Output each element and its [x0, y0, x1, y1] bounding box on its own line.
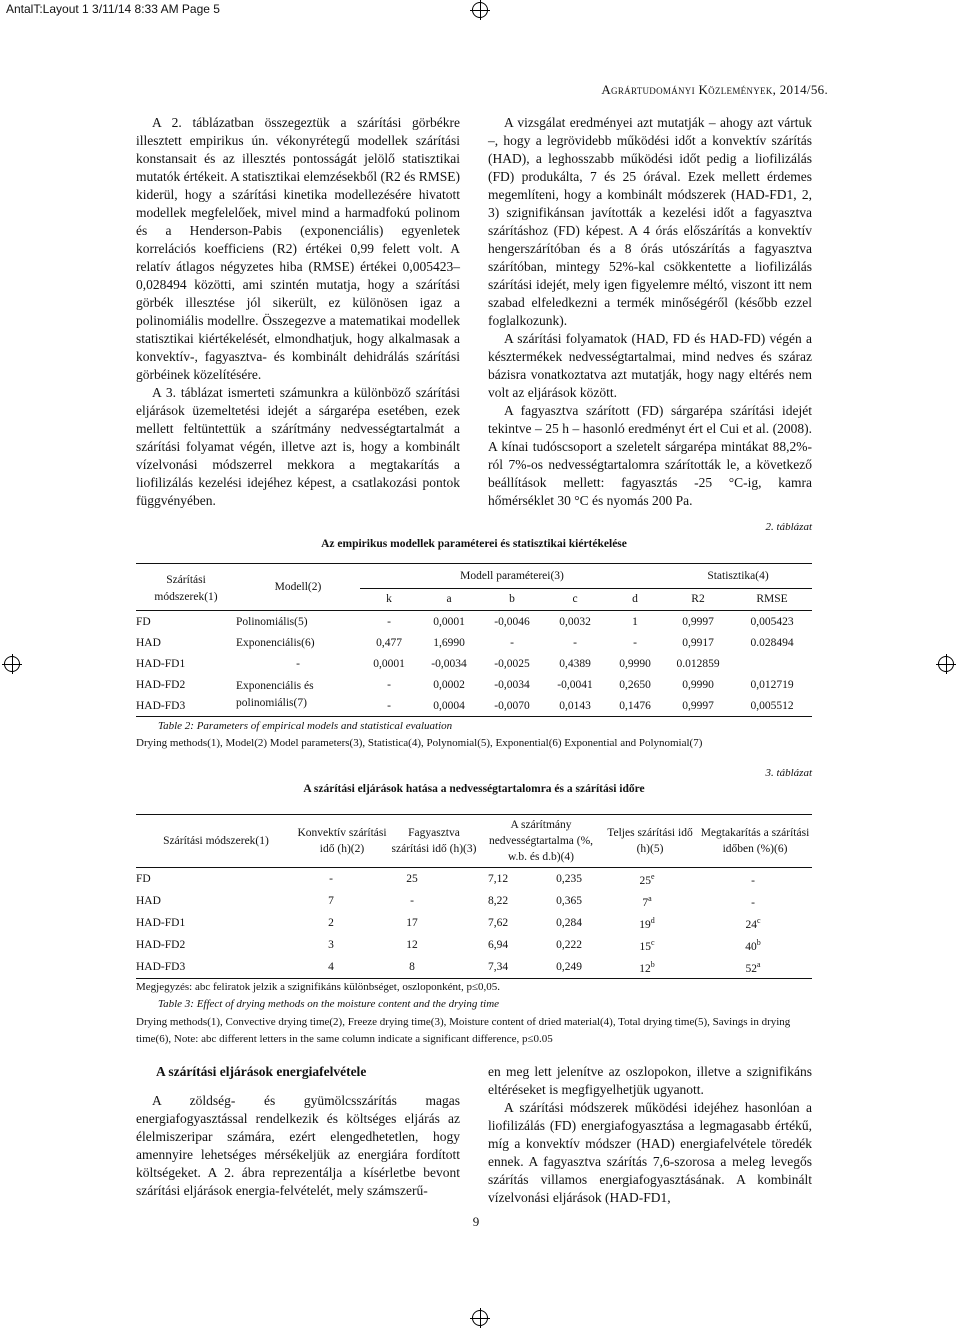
journal-header: Agrártudományi Közlemények, 2014/56. — [601, 82, 828, 97]
significance-letter: c — [650, 937, 655, 947]
table-row — [136, 956, 812, 978]
table-cell — [136, 890, 296, 912]
table-cell: - — [387, 699, 391, 712]
table-title: Az empirikus modellek paraméterei és statisztikai kiértékelése — [321, 538, 627, 550]
table-cell: -0,0025 — [494, 657, 530, 670]
table-cell: Exponenciális és polinomiális(7) — [236, 680, 314, 709]
sub-header: d — [632, 593, 638, 606]
table-cell — [136, 868, 296, 890]
table-cell — [366, 912, 458, 934]
col-header: Szárítási módszerek(1) — [154, 574, 218, 603]
table-cell: 0,0004 — [433, 699, 465, 712]
col-header: Fagyasztva szárítási idő (h)(3) — [391, 827, 477, 855]
cell-value: 7,62 — [487, 917, 509, 929]
table-cell: -0,0041 — [557, 678, 593, 691]
crop-mark-icon — [472, 2, 488, 18]
table-row — [136, 934, 812, 956]
table-label: 3. táblázat — [765, 767, 812, 779]
cell-value: HAD — [136, 895, 161, 907]
sub-header: R2 — [691, 593, 705, 606]
table-cell: 0,9997 — [682, 699, 714, 712]
table-row — [136, 653, 812, 674]
sub-header: c — [572, 593, 578, 606]
table-cell — [694, 890, 812, 912]
table-cell: 0,0001 — [433, 615, 465, 628]
table-2 — [136, 563, 812, 717]
table-cell — [366, 890, 458, 912]
table-cell — [296, 890, 366, 912]
table-caption-en: Table 2: Parameters of empirical models and statistical evaluation — [158, 720, 453, 732]
cell-value: 15 — [639, 940, 651, 953]
table-cell — [538, 912, 600, 934]
table-note-hu: Megjegyzés: abc feliratok jelzik a szignifikáns különbséget, oszloponként, p≤0,05. — [136, 981, 501, 993]
cell-value: - — [329, 873, 333, 885]
section-heading: A szárítási eljárások energiafelvétele — [156, 1064, 367, 1079]
significance-letter: b — [756, 937, 761, 947]
table-cell: 0,4389 — [559, 657, 591, 670]
sub-header: RMSE — [756, 593, 788, 606]
table-cell — [296, 912, 366, 934]
right-column-2 — [488, 1063, 812, 1207]
table-cell: - — [510, 636, 514, 649]
table-cell: -0,0034 — [494, 678, 530, 691]
table-3-body — [136, 868, 812, 978]
table-cell — [600, 934, 694, 956]
cell-value: 8,22 — [487, 895, 509, 907]
table-cell: 0,1476 — [619, 699, 651, 712]
col-header: Szárítási módszerek(1) — [163, 835, 269, 847]
table-cell: 0.012859 — [676, 657, 720, 670]
table-cell: -0,0070 — [494, 699, 530, 712]
table-cell: - — [387, 615, 391, 628]
cell-value: - — [751, 874, 755, 887]
cell-value: 12 — [639, 962, 651, 975]
paragraph: A 2. táblázatban összegeztük a szárítási görbékre illesztett empirikus ún. vékonyrétegű modellek szárítási konstansait és az illesztés pontosságát jelölő statisztikai mutatók értékeit. A statisztikai elemzésekből (R2 és RMSE) kiderül, hogy a szárítási kinetika modellezésére hivatott modellek megfelelőek, mivel mind a harmadfokú polinom és a Henderson-Pabis (exponenciális) egyenletek korrelációs koefficiens (R2) értékei 0,99 felett volt. A relatív átlagos négyzetes hiba (RMSE) értékei 0,005423–0,028494 közötti, ami szintén mutatja, hogy a szárítási görbék illesztése jól sikerült, ez különösen igaz a polinomiális modellre. Összegezve a matematikai modellek statisztikai kiértékelését, elmondhatjuk, hogy alkalmasak a konvektív-, fagyasztva- és kombinált dehidrálás szárítási görbéinek közelítésére. — [136, 115, 460, 382]
table-cell — [296, 934, 366, 956]
col-header: Modell(2) — [274, 581, 322, 593]
col-header: A szárítmány nedvességtartalma (%, w.b. és d.b)(4) — [488, 819, 594, 863]
table-cell: FD — [136, 615, 151, 628]
cell-value: - — [751, 896, 755, 909]
table-cell: -0,0034 — [431, 657, 467, 670]
table-cell — [366, 934, 458, 956]
cell-value: 25 — [639, 874, 651, 887]
paragraph: A fagyasztva szárított (FD) sárgarépa szárítási idejét tekintve – 25 h – hasonló eredményt ért el Cui et al. (2008). A kínai tudóscsoport a szeletelt sárgarépa mintákat 88,2%-ról 7%-os nedvességtartalomra szárították le, a következő beállítások mellett: fagyasztás -25 °C-ig, kamra hőmérséklet 30 °C és nyomás 200 Pa. — [488, 403, 812, 508]
table-cell: - — [387, 678, 391, 691]
cell-value: 4 — [328, 961, 334, 973]
cell-value: 7,12 — [487, 873, 509, 885]
paragraph: A szárítási módszerek működési idejéhez hasonlóan a liofilizálás (FD) energiafogyasztása a legmagasabb értékű, míg a konvektív módszer (HAD) energiafelvétele töredék ennek. A fagyasztva szárítás 7,6-szorosa a meleg levegős szárítás villamos energiafogyasztásának. A kombinált vízelvonási eljárások (HAD-FD1, — [488, 1100, 812, 1205]
col-header: Teljes szárítási idő (h)(5) — [607, 827, 693, 855]
cell-value: 17 — [406, 917, 418, 929]
table-cell: 0,0143 — [559, 699, 591, 712]
cell-value: 6,94 — [487, 939, 509, 951]
significance-letter: a — [648, 893, 652, 903]
table-cell — [296, 956, 366, 978]
table-cell — [600, 956, 694, 978]
table-cell — [136, 912, 296, 934]
page-number: 9 — [472, 1214, 480, 1229]
table-cell — [366, 868, 458, 890]
cell-value: 25 — [406, 873, 418, 885]
table-cell: -0,0046 — [494, 615, 530, 628]
table-cell — [458, 934, 538, 956]
cell-value: FD — [136, 873, 151, 885]
table-cell: 0,0032 — [559, 615, 591, 628]
paragraph: A szárítási folyamatok (HAD, FD és HAD-FD) végén a késztermékek nedvességtartalmai, mind nedves és száraz bázisra vonatkoztatva azt mutatják, hogy nagy eltérés nem volt az eljárások között. — [488, 331, 812, 400]
table-cell: - — [573, 636, 577, 649]
table-cell: 0,9997 — [682, 615, 714, 628]
sub-header: k — [386, 593, 392, 606]
table-cell — [458, 890, 538, 912]
table-cell — [538, 868, 600, 890]
table-row — [136, 611, 812, 632]
cell-value: 0,235 — [556, 873, 582, 885]
cell-value: 12 — [406, 939, 418, 951]
cell-value: 0,365 — [556, 895, 582, 907]
sub-header: b — [509, 593, 515, 606]
cell-value: 40 — [745, 940, 757, 953]
col-header: Megtakarítás a szárítási időben (%)(6) — [700, 827, 810, 855]
cell-value: HAD-FD1 — [136, 917, 186, 929]
table-legend-en: Drying methods(1), Convective drying time(2), Freeze drying time(3), Moisture content of dried material(4), Total drying time(5), Savings in drying time(6), Note: abc different letters in the same column indicate a significant difference, p≤0.05 — [136, 1016, 791, 1045]
cell-value: 24 — [745, 918, 757, 931]
table-legend-en: Drying methods(1), Model(2) Model parameters(3), Statistica(4), Polynomial(5), Exponential(6) Exponential and Polynomial(7) — [136, 737, 703, 749]
crop-mark-icon — [4, 656, 20, 672]
table-label: 2. táblázat — [765, 521, 812, 533]
left-column-2 — [136, 1092, 460, 1200]
table-cell: 0,9990 — [682, 678, 714, 691]
table-cell — [600, 912, 694, 934]
table-3 — [136, 814, 812, 979]
table-cell — [538, 890, 600, 912]
cell-value: 3 — [328, 939, 334, 951]
table-cell: Exponenciális(6) — [236, 636, 315, 649]
cell-value: 0,249 — [556, 961, 582, 973]
table-cell: 0,0001 — [373, 657, 405, 670]
significance-letter: b — [650, 959, 655, 969]
cell-value: HAD-FD3 — [136, 961, 186, 973]
table-cell — [538, 956, 600, 978]
table-cell — [600, 868, 694, 890]
crop-mark-icon — [938, 656, 954, 672]
table-cell: 0.028494 — [750, 636, 794, 649]
cell-value: 19 — [639, 918, 651, 931]
table-cell — [136, 956, 296, 978]
table-cell: HAD-FD1 — [136, 657, 186, 670]
table-cell: Polinomiális(5) — [236, 615, 308, 628]
cell-value: - — [410, 895, 414, 907]
cell-value: HAD-FD2 — [136, 939, 186, 951]
col-header: Modell paraméterei(3) — [360, 564, 664, 588]
table-cell — [458, 912, 538, 934]
table-row — [136, 674, 812, 695]
table-cell: - — [296, 657, 300, 670]
cell-value: 7 — [642, 896, 649, 909]
cell-value: 0,222 — [556, 939, 582, 951]
cell-value: 8 — [409, 961, 415, 973]
table-cell — [458, 956, 538, 978]
left-column — [136, 114, 460, 510]
table-cell — [694, 868, 812, 890]
table-cell: 0,005512 — [750, 699, 794, 712]
significance-letter: a — [756, 959, 761, 969]
table-cell — [366, 956, 458, 978]
table-caption-en: Table 3: Effect of drying methods on the moisture content and the drying time — [158, 998, 500, 1010]
significance-letter: e — [650, 871, 655, 881]
table-cell — [694, 934, 812, 956]
paragraph: A vizsgálat eredményei azt mutatják – ahogy azt vártuk –, hogy a legrövidebb működési időt a konvektív szárítás (HAD), a leghosszabb működési időt pedig a liofilizálás (FD) produkálta, 7 és 25 órával. Ezek mellett érdemes megemlíteni, hogy a kombinált módszerek (HAD-FD1, 2, 3) szignifikánsan javították a kezelési időt a fagyasztva szárításhoz (FD) képest. A 4 órás előszárítás a konvektív hengerszárítóban és a 8 órás utószárítás a fagyasztva szárítóban, mintegy 52%-kal csökkentette a liofilizálás szárítási idejét, mely igen figyelemre méltó, viszont itt nem szabad elfeledkezni a termék minőségéről (később ezzel foglalkozunk). — [488, 115, 812, 328]
table-cell: 0,477 — [376, 636, 402, 649]
table-cell: 1,6990 — [433, 636, 465, 649]
cell-value: 0,284 — [556, 917, 582, 929]
table-row — [136, 868, 812, 890]
print-slug: AntalT:Layout 1 3/11/14 8:33 AM Page 5 — [6, 2, 220, 16]
significance-letter: d — [650, 915, 655, 925]
table-cell — [136, 934, 296, 956]
table-cell: HAD-FD2 — [136, 678, 186, 691]
paragraph: A 3. táblázat ismerteti számunkra a különböző szárítási eljárások üzemeltetési idejét a sárgarépa esetében, ezek mellett feltüntettük a szárítmány nedvességtartalmát a szárítási folyamat végén, illetve azt is, hogy a kombinált vízelvonási módszerrel mekkora a megtakarítás a liofilizálás kezelési idejéhez képest, a csatlakozási pontok függvényében. — [136, 385, 460, 508]
cell-value: 7 — [328, 895, 334, 907]
table-cell: - — [633, 636, 637, 649]
paragraph: A zöldség- és gyümölcsszárítás magas energiafogyasztással rendelkezik és költséges eljárás az élelmiszeripar számára, ezért elengedhetetlen, hogy amennyire lehetséges mérsékeljük az energiára fordított költségeket. A 2. ábra reprezentálja a kísérletbe bevont szárítási eljárások energia-felvételét, mely számszerű- — [136, 1093, 460, 1198]
table-cell — [538, 934, 600, 956]
table-title: A szárítási eljárások hatása a nedvességtartalomra és a szárítási időre — [303, 783, 645, 795]
table-cell — [694, 912, 812, 934]
sub-header: a — [446, 593, 452, 606]
table-cell: 0,9917 — [682, 636, 714, 649]
table-cell — [600, 890, 694, 912]
table-cell: 0,2650 — [619, 678, 651, 691]
col-header: Statisztika(4) — [664, 564, 812, 588]
right-column — [488, 114, 812, 510]
cell-value: 7,34 — [487, 961, 509, 973]
crop-mark-icon — [472, 1310, 488, 1326]
table-cell: 0,012719 — [750, 678, 794, 691]
table-cell: 0,005423 — [750, 615, 794, 628]
table-row — [136, 890, 812, 912]
table-cell: 1 — [632, 615, 638, 628]
table-cell — [296, 868, 366, 890]
cell-value: 52 — [745, 962, 757, 975]
table-cell: 0,0002 — [433, 678, 465, 691]
table-2-body — [136, 611, 812, 716]
table-cell: 0,9990 — [619, 657, 651, 670]
table-row — [136, 912, 812, 934]
table-cell — [694, 956, 812, 978]
table-cell — [458, 868, 538, 890]
table-cell: HAD — [136, 636, 161, 649]
paragraph: en meg lett jelenítve az oszlopokon, illetve a szignifikáns eltéréseket is megfigyelhetjük ugyanott. — [488, 1064, 812, 1097]
table-cell: HAD-FD3 — [136, 699, 186, 712]
col-header: Konvektív szárítási idő (h)(2) — [297, 827, 387, 855]
cell-value: 2 — [328, 917, 334, 929]
table-row — [136, 632, 812, 653]
significance-letter: c — [756, 915, 761, 925]
